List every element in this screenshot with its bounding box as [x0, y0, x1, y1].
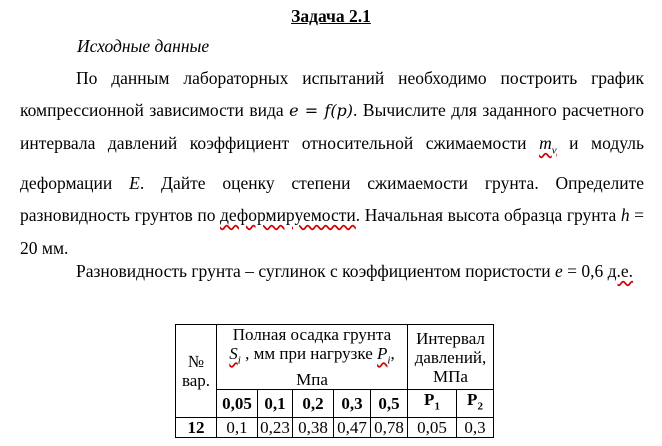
task-title: Задача 2.1: [291, 6, 371, 26]
unit-de: д.е.: [607, 261, 634, 281]
para1-text-2: . Вычислите для заданного расчетного интервала давлений коэффициент относительной сжимаемости: [20, 100, 644, 154]
para2-text-2: = 0,6: [562, 261, 608, 281]
para2-text-1: Разновидность грунта – суглинок с коэффициентом пористости: [76, 261, 555, 281]
variant-cell: 12: [176, 417, 217, 437]
settlement-cell: 0,78: [371, 417, 408, 437]
symbol-E: E: [129, 173, 140, 194]
p2-value-cell: 0,3: [457, 417, 494, 437]
symbol-h: h: [620, 205, 630, 226]
header-interval: Интервал давлений, МПа: [408, 325, 494, 390]
load-cell: 0,5: [371, 390, 408, 417]
header-p1: $P_1$: [408, 390, 457, 417]
header-variant: № вар.: [176, 325, 217, 418]
word-deformability: деформируемости: [220, 205, 356, 226]
table-row: [176, 417, 494, 437]
settlement-cell: 0,38: [293, 417, 334, 437]
symbol-Pi: $P_i$: [377, 344, 391, 367]
symbol-e: e: [554, 261, 563, 281]
data-table: [175, 324, 494, 438]
para1-text-3: и модуль деформации: [20, 133, 644, 194]
load-cell: 0,1: [258, 390, 293, 417]
settlement-cell: 0,23: [258, 417, 293, 437]
para1-text-4: . Дайте оценку степени сжимаемости грунта. Определите разновидность грунтов по: [20, 173, 644, 226]
header-p2: $P_2$: [457, 390, 494, 417]
table-subheader-row: [176, 390, 494, 417]
settlement-cell: 0,47: [334, 417, 371, 437]
para1-text-6: = 20 мм.: [20, 205, 644, 258]
symbol-mv: $m_v$: [539, 133, 557, 157]
formula-e-fp: e = f(p): [289, 101, 354, 121]
para1-text-1: По данным лабораторных испытаний необходимо построить график компрессионной зависимости вида: [20, 68, 644, 121]
header-settlement: Полная осадка грунта $S_i$ , мм при нагрузке $P_i$, Мпа: [217, 325, 408, 390]
load-cell: 0,2: [293, 390, 334, 417]
load-cell: 0,3: [334, 390, 371, 417]
soil-paragraph: [20, 255, 644, 287]
p1-value-cell: 0,05: [408, 417, 457, 437]
subtitle-initial-data: Исходные данные: [77, 36, 210, 56]
symbol-Si: $S_i$: [229, 344, 241, 367]
task-paragraph: [20, 62, 644, 264]
table-header-row: [176, 325, 494, 390]
settlement-cell: 0,1: [217, 417, 258, 437]
para1-text-5: . Начальная высота образца грунта: [355, 205, 621, 226]
load-cell: 0,05: [217, 390, 258, 417]
